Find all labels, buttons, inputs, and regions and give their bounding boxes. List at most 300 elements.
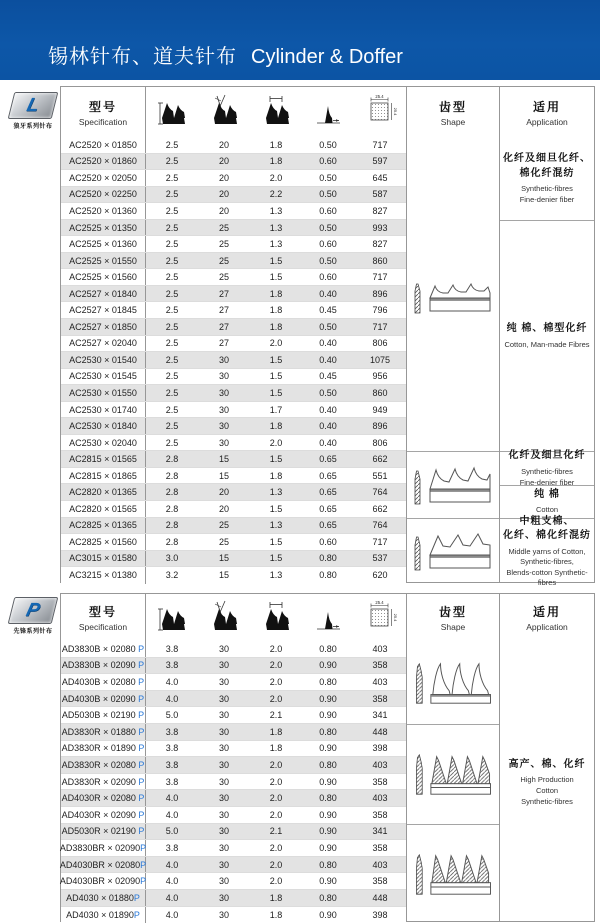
table-row xyxy=(61,534,406,551)
value-cell: 358 xyxy=(354,658,406,674)
application-column-header: 适用 Application xyxy=(499,87,594,137)
value-cell: 0.40 xyxy=(302,286,354,302)
value-cell: 949 xyxy=(354,402,406,418)
value-cell: 1.5 xyxy=(250,369,302,385)
value-cell: 860 xyxy=(354,253,406,269)
value-cell: 3.8 xyxy=(146,774,198,790)
logo-badge-icon: P xyxy=(8,597,59,624)
value-cell: 2.8 xyxy=(146,468,198,484)
value-cell: 2.5 xyxy=(146,137,198,153)
value-cell: 2.8 xyxy=(146,534,198,550)
value-cell: 398 xyxy=(354,907,406,923)
page-title-en: Cylinder & Doffer xyxy=(251,46,403,68)
value-cell: 2.0 xyxy=(250,674,302,690)
application-cell: 化纤及细旦化纤、 棉化纤混纺 Synthetic-fibres Fine-denier fiber xyxy=(500,137,594,220)
table-row xyxy=(61,269,406,286)
series-logo-2 xyxy=(7,597,59,635)
value-cell: 0.80 xyxy=(302,567,354,584)
spec-cell: AC2530 × 01840 xyxy=(61,418,146,434)
value-cell: 0.40 xyxy=(302,336,354,352)
spec-cell: AC2520 × 02050 xyxy=(61,170,146,186)
value-cell: 30 xyxy=(198,402,250,418)
value-cell: 3.8 xyxy=(146,840,198,856)
value-cell: 30 xyxy=(198,707,250,723)
value-cell: 15 xyxy=(198,451,250,467)
value-cell: 25 xyxy=(198,269,250,285)
spec-cell: AC2820 × 01565 xyxy=(61,501,146,517)
front-angle-icon xyxy=(209,600,239,636)
value-cell: 1.3 xyxy=(250,220,302,236)
value-cell: 0.50 xyxy=(302,319,354,335)
value-cell: 993 xyxy=(354,220,406,236)
value-cell: 0.90 xyxy=(302,691,354,707)
value-cell: 30 xyxy=(198,369,250,385)
value-cell: 358 xyxy=(354,840,406,856)
cylinder-doffer-table-2 xyxy=(60,593,595,922)
p-suffix: P xyxy=(136,694,145,704)
logo-series-text: 狼牙系列针布 xyxy=(7,121,59,130)
table-body xyxy=(61,641,406,921)
table-row xyxy=(61,774,406,791)
value-cell: 1.3 xyxy=(250,518,302,534)
value-cell: 2.5 xyxy=(146,154,198,170)
value-cell: 2.8 xyxy=(146,518,198,534)
spec-cell: AC3015 × 01580 xyxy=(61,551,146,567)
value-cell: 0.90 xyxy=(302,658,354,674)
value-cell: 0.40 xyxy=(302,435,354,451)
value-cell: 20 xyxy=(198,137,250,153)
series-logo-1 xyxy=(7,92,59,130)
value-cell: 2.5 xyxy=(146,336,198,352)
tooth-shape-cell xyxy=(407,641,499,724)
value-cell: 3.8 xyxy=(146,724,198,740)
spec-cell: AD3830R × 01890 P xyxy=(61,741,146,757)
value-cell: 30 xyxy=(198,873,250,889)
value-cell: 20 xyxy=(198,484,250,500)
tooth-shape-cell xyxy=(407,824,499,923)
value-cell: 30 xyxy=(198,641,250,657)
value-cell: 30 xyxy=(198,435,250,451)
application-cell: 纯 棉、棉型化纤 Cotton, Man-made Fibres xyxy=(500,220,594,452)
value-cell: 20 xyxy=(198,170,250,186)
tooth-shape-cell xyxy=(407,137,499,451)
value-cell: 1.3 xyxy=(250,484,302,500)
p-suffix: P xyxy=(136,760,145,770)
value-cell: 717 xyxy=(354,319,406,335)
value-cell: 551 xyxy=(354,468,406,484)
value-cell: 796 xyxy=(354,302,406,318)
value-cell: 2.8 xyxy=(146,484,198,500)
value-cell: 5.0 xyxy=(146,824,198,840)
tooth-pitch-icon xyxy=(261,94,291,130)
value-cell: 2.0 xyxy=(250,807,302,823)
value-cell: 2.0 xyxy=(250,840,302,856)
tooth-profile-medium xyxy=(410,460,496,510)
value-cell: 0.65 xyxy=(302,451,354,467)
value-cell: 0.90 xyxy=(302,741,354,757)
value-cell: 1.8 xyxy=(250,137,302,153)
total-height-column-header xyxy=(146,594,198,641)
p-suffix: P xyxy=(136,644,145,654)
value-cell: 662 xyxy=(354,501,406,517)
value-cell: 358 xyxy=(354,807,406,823)
value-cell: 0.60 xyxy=(302,534,354,550)
value-cell: 20 xyxy=(198,203,250,219)
tooth-profile-low xyxy=(410,269,496,319)
value-cell: 20 xyxy=(198,154,250,170)
value-cell: 2.0 xyxy=(250,873,302,889)
table-row xyxy=(61,807,406,824)
value-cell: 0.60 xyxy=(302,203,354,219)
value-cell: 2.0 xyxy=(250,790,302,806)
value-cell: 20 xyxy=(198,501,250,517)
p-suffix: P xyxy=(140,876,146,886)
application-column xyxy=(499,641,594,921)
table-row xyxy=(61,724,406,741)
spec-cell: AD3830B × 02090 P xyxy=(61,658,146,674)
value-cell: 0.40 xyxy=(302,402,354,418)
spec-cell: AC2530 × 01545 xyxy=(61,369,146,385)
p-suffix: P xyxy=(136,677,145,687)
value-cell: 27 xyxy=(198,302,250,318)
value-cell: 30 xyxy=(198,907,250,923)
value-cell: 587 xyxy=(354,187,406,203)
spec-cell: AC2825 × 01365 xyxy=(61,518,146,534)
value-cell: 2.5 xyxy=(146,286,198,302)
value-cell: 0.80 xyxy=(302,674,354,690)
spec-cell: AD3830R × 02080 P xyxy=(61,757,146,773)
value-cell: 25 xyxy=(198,518,250,534)
value-cell: 1.5 xyxy=(250,451,302,467)
value-cell: 30 xyxy=(198,741,250,757)
spec-cell: AC2520 × 02250 xyxy=(61,187,146,203)
table-row xyxy=(61,154,406,171)
value-cell: 341 xyxy=(354,824,406,840)
value-cell: 2.0 xyxy=(250,774,302,790)
base-width-column-header xyxy=(302,87,354,137)
spec-cell: AD4030 × 01880 P xyxy=(61,890,146,906)
spec-cell: AD4030BR × 02080 P xyxy=(61,857,146,873)
spec-cell: AC2520 × 01860 xyxy=(61,154,146,170)
spec-cell: AD4030B × 02090 P xyxy=(61,691,146,707)
value-cell: 25 xyxy=(198,534,250,550)
value-cell: 403 xyxy=(354,674,406,690)
spec-cell: AC2527 × 01850 xyxy=(61,319,146,335)
value-cell: 30 xyxy=(198,658,250,674)
title-banner xyxy=(0,0,600,80)
value-cell: 358 xyxy=(354,691,406,707)
front-angle-column-header xyxy=(198,594,250,641)
spec-column-header: 型号 Specification xyxy=(61,87,146,137)
tooth-pitch-icon xyxy=(261,600,291,636)
application-cell: 高产、棉、化纤 High Production Cotton Synthetic-fibres xyxy=(500,641,594,923)
value-cell: 2.5 xyxy=(146,435,198,451)
value-cell: 2.5 xyxy=(146,220,198,236)
value-cell: 1.8 xyxy=(250,468,302,484)
value-cell: 398 xyxy=(354,741,406,757)
table-row xyxy=(61,857,406,874)
value-cell: 0.80 xyxy=(302,551,354,567)
value-cell: 0.50 xyxy=(302,137,354,153)
base-width-icon xyxy=(313,94,343,130)
p-suffix: P xyxy=(136,810,145,820)
application-cell: 纯 棉 Cotton xyxy=(500,485,594,518)
tooth-shape-cell xyxy=(407,451,499,517)
value-cell: 30 xyxy=(198,824,250,840)
value-cell: 1.5 xyxy=(250,253,302,269)
value-cell: 0.50 xyxy=(302,253,354,269)
table-row xyxy=(61,674,406,691)
value-cell: 4.0 xyxy=(146,857,198,873)
spec-cell: AC2825 × 01560 xyxy=(61,534,146,550)
value-cell: 4.0 xyxy=(146,873,198,889)
value-cell: 2.5 xyxy=(146,253,198,269)
logo-badge-icon: L xyxy=(8,92,59,119)
value-cell: 1.3 xyxy=(250,203,302,219)
base-width-icon xyxy=(313,600,343,636)
p-suffix: P xyxy=(134,910,140,920)
value-cell: 1.8 xyxy=(250,724,302,740)
value-cell: 2.0 xyxy=(250,641,302,657)
value-cell: 827 xyxy=(354,203,406,219)
value-cell: 30 xyxy=(198,674,250,690)
value-cell: 1.8 xyxy=(250,286,302,302)
table-row xyxy=(61,890,406,907)
value-cell: 2.5 xyxy=(146,187,198,203)
value-cell: 15 xyxy=(198,551,250,567)
spec-cell: AC3215 × 01380 xyxy=(61,567,146,584)
value-cell: 30 xyxy=(198,352,250,368)
value-cell: 1.8 xyxy=(250,741,302,757)
value-cell: 0.80 xyxy=(302,757,354,773)
value-cell: 860 xyxy=(354,385,406,401)
point-density-icon xyxy=(365,94,395,130)
spec-cell: AD4030BR × 02090 P xyxy=(61,873,146,889)
tooth-profile-tall-curved xyxy=(410,658,496,708)
value-cell: 0.45 xyxy=(302,369,354,385)
table-row xyxy=(61,484,406,501)
shape-column-header: 齿型 Shape xyxy=(406,87,499,137)
value-cell: 403 xyxy=(354,757,406,773)
value-cell: 0.90 xyxy=(302,907,354,923)
value-cell: 0.65 xyxy=(302,468,354,484)
table-row xyxy=(61,236,406,253)
value-cell: 3.8 xyxy=(146,658,198,674)
page-title xyxy=(48,40,403,69)
value-cell: 30 xyxy=(198,790,250,806)
p-suffix: P xyxy=(136,777,145,787)
value-cell: 3.8 xyxy=(146,757,198,773)
tooth-profile-medium-wide xyxy=(410,526,496,576)
value-cell: 2.8 xyxy=(146,451,198,467)
value-cell: 0.80 xyxy=(302,857,354,873)
value-cell: 2.0 xyxy=(250,336,302,352)
value-cell: 30 xyxy=(198,757,250,773)
table-row xyxy=(61,501,406,518)
shape-column-header: 齿型 Shape xyxy=(406,594,499,641)
value-cell: 896 xyxy=(354,418,406,434)
value-cell: 1.7 xyxy=(250,402,302,418)
value-cell: 0.65 xyxy=(302,484,354,500)
value-cell: 806 xyxy=(354,336,406,352)
table-row xyxy=(61,741,406,758)
value-cell: 4.0 xyxy=(146,890,198,906)
spec-cell: AC2527 × 01840 xyxy=(61,286,146,302)
table-row xyxy=(61,435,406,452)
value-cell: 30 xyxy=(198,890,250,906)
value-cell: 3.8 xyxy=(146,741,198,757)
value-cell: 2.0 xyxy=(250,435,302,451)
value-cell: 0.90 xyxy=(302,774,354,790)
table-row xyxy=(61,220,406,237)
value-cell: 0.80 xyxy=(302,890,354,906)
value-cell: 1.5 xyxy=(250,269,302,285)
total-height-icon xyxy=(157,94,187,130)
table-row xyxy=(61,468,406,485)
value-cell: 662 xyxy=(354,451,406,467)
spec-cell: AD4030B × 02080 P xyxy=(61,674,146,690)
table-row xyxy=(61,873,406,890)
value-cell: 2.5 xyxy=(146,269,198,285)
value-cell: 2.5 xyxy=(146,385,198,401)
value-cell: 1.8 xyxy=(250,418,302,434)
table-body xyxy=(61,137,406,582)
table-row xyxy=(61,658,406,675)
value-cell: 1.8 xyxy=(250,907,302,923)
value-cell: 1.8 xyxy=(250,319,302,335)
value-cell: 25 xyxy=(198,236,250,252)
spec-cell: AD4030 × 01890 P xyxy=(61,907,146,923)
p-suffix: P xyxy=(136,826,145,836)
value-cell: 2.5 xyxy=(146,402,198,418)
spec-cell: AC2530 × 02040 xyxy=(61,435,146,451)
table-row xyxy=(61,253,406,270)
value-cell: 0.50 xyxy=(302,385,354,401)
table-header xyxy=(61,594,594,642)
spec-cell: AD3830B × 02080 P xyxy=(61,641,146,657)
value-cell: 30 xyxy=(198,774,250,790)
value-cell: 448 xyxy=(354,724,406,740)
tooth-profile-tall-serrated xyxy=(410,749,496,799)
value-cell: 2.1 xyxy=(250,824,302,840)
value-cell: 0.40 xyxy=(302,352,354,368)
value-cell: 30 xyxy=(198,724,250,740)
value-cell: 1.5 xyxy=(250,534,302,550)
spec-cell: AC2820 × 01365 xyxy=(61,484,146,500)
point-density-column-header xyxy=(354,87,406,137)
tooth-pitch-column-header xyxy=(250,87,302,137)
table-row xyxy=(61,757,406,774)
spec-cell: AD3830R × 02090 P xyxy=(61,774,146,790)
value-cell: 537 xyxy=(354,551,406,567)
spec-cell: AD3830R × 01880 P xyxy=(61,724,146,740)
value-cell: 2.1 xyxy=(250,707,302,723)
value-cell: 1.5 xyxy=(250,551,302,567)
table-row xyxy=(61,840,406,857)
logo-series-text: 先锋系列针布 xyxy=(7,626,59,635)
value-cell: 1.8 xyxy=(250,302,302,318)
value-cell: 0.90 xyxy=(302,707,354,723)
table-row xyxy=(61,418,406,435)
table-row xyxy=(61,352,406,369)
table-row xyxy=(61,170,406,187)
value-cell: 1.5 xyxy=(250,352,302,368)
value-cell: 2.2 xyxy=(250,187,302,203)
value-cell: 3.0 xyxy=(146,551,198,567)
value-cell: 448 xyxy=(354,890,406,906)
value-cell: 30 xyxy=(198,857,250,873)
value-cell: 2.5 xyxy=(146,203,198,219)
value-cell: 30 xyxy=(198,840,250,856)
svg-text:25.4: 25.4 xyxy=(393,613,398,622)
table-row xyxy=(61,286,406,303)
value-cell: 0.50 xyxy=(302,187,354,203)
value-cell: 2.0 xyxy=(250,757,302,773)
value-cell: 358 xyxy=(354,774,406,790)
value-cell: 717 xyxy=(354,534,406,550)
value-cell: 2.0 xyxy=(250,857,302,873)
value-cell: 4.0 xyxy=(146,907,198,923)
value-cell: 597 xyxy=(354,154,406,170)
p-suffix: P xyxy=(140,843,146,853)
spec-cell: AC2527 × 02040 xyxy=(61,336,146,352)
value-cell: 0.80 xyxy=(302,790,354,806)
value-cell: 0.60 xyxy=(302,154,354,170)
value-cell: 2.0 xyxy=(250,170,302,186)
value-cell: 0.80 xyxy=(302,641,354,657)
value-cell: 341 xyxy=(354,707,406,723)
point-density-icon xyxy=(365,600,395,636)
value-cell: 956 xyxy=(354,369,406,385)
spec-cell: AD4030R × 02080 P xyxy=(61,790,146,806)
value-cell: 30 xyxy=(198,385,250,401)
value-cell: 0.90 xyxy=(302,840,354,856)
front-angle-column-header xyxy=(198,87,250,137)
value-cell: 20 xyxy=(198,187,250,203)
spec-column-header: 型号 Specification xyxy=(61,594,146,641)
base-width-column-header xyxy=(302,594,354,641)
value-cell: 3.2 xyxy=(146,567,198,584)
value-cell: 30 xyxy=(198,418,250,434)
value-cell: 4.0 xyxy=(146,691,198,707)
table-row xyxy=(61,551,406,568)
table-row xyxy=(61,319,406,336)
table-row xyxy=(61,402,406,419)
value-cell: 25 xyxy=(198,253,250,269)
value-cell: 806 xyxy=(354,435,406,451)
value-cell: 717 xyxy=(354,137,406,153)
spec-cell: AC2530 × 01540 xyxy=(61,352,146,368)
value-cell: 2.5 xyxy=(146,170,198,186)
value-cell: 1.5 xyxy=(250,385,302,401)
value-cell: 0.90 xyxy=(302,873,354,889)
svg-text:25.4: 25.4 xyxy=(375,94,384,99)
spec-cell: AC2530 × 01740 xyxy=(61,402,146,418)
value-cell: 827 xyxy=(354,236,406,252)
value-cell: 403 xyxy=(354,790,406,806)
application-cell: 中粗支棉、 化纤、棉化纤混纺 Middle yarns of Cotton, Synthetic-fibres, Blends-cotton Synthetic-fibres xyxy=(500,518,594,584)
value-cell: 1.8 xyxy=(250,890,302,906)
value-cell: 764 xyxy=(354,484,406,500)
value-cell: 2.5 xyxy=(146,418,198,434)
value-cell: 403 xyxy=(354,857,406,873)
value-cell: 1075 xyxy=(354,352,406,368)
value-cell: 896 xyxy=(354,286,406,302)
value-cell: 0.80 xyxy=(302,724,354,740)
shape-column xyxy=(406,641,499,921)
spec-cell: AC2525 × 01550 xyxy=(61,253,146,269)
value-cell: 4.0 xyxy=(146,790,198,806)
